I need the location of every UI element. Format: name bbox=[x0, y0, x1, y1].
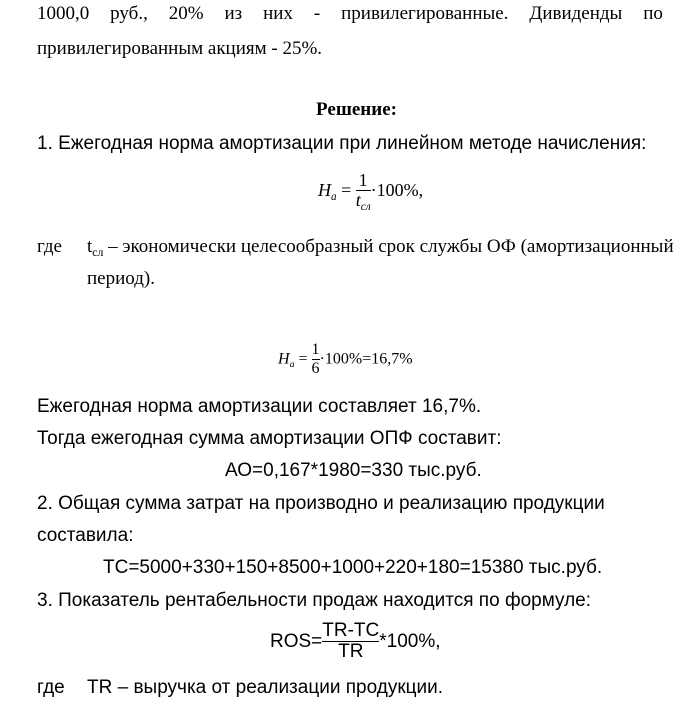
tc-formula: ТС=5000+330+150+8500+1000+220+180=15380 тыс.руб. bbox=[103, 557, 603, 578]
intro-word: Дивиденды bbox=[529, 3, 623, 24]
ros-fraction bbox=[322, 621, 379, 663]
formula1-rest: ·100%, bbox=[370, 180, 424, 201]
intro-word: - bbox=[313, 3, 321, 24]
step2-line-2: составила: bbox=[37, 525, 134, 546]
intro-word: привилегированные. bbox=[341, 3, 509, 24]
ros-lhs: ROS= bbox=[270, 631, 323, 653]
solution-heading: Решение: bbox=[316, 99, 397, 120]
formula1-fraction bbox=[356, 171, 371, 213]
step2-line-1: 2. Общая сумма затрат на производно и реализацию продукции bbox=[37, 493, 605, 514]
where1-text: – экономически целесообразный срок службы ОФ (амортизационный bbox=[103, 236, 674, 257]
formula2-lhs-sub: а bbox=[289, 358, 295, 370]
formula1-den-sub: сл bbox=[360, 200, 371, 213]
where1-continuation: период). bbox=[87, 268, 155, 289]
ros-rest: *100%, bbox=[379, 631, 441, 653]
ao-formula: АО=0,167*1980=330 тыс.руб. bbox=[225, 460, 482, 481]
formula-amortization-value bbox=[278, 342, 413, 378]
formula1-numerator: 1 bbox=[358, 170, 368, 190]
intro-word: по bbox=[643, 3, 663, 24]
where2-definition: TR – выручка от реализации продукции. bbox=[87, 677, 444, 698]
formula1-lhs-symbol: Н bbox=[318, 180, 331, 201]
where1-label: где bbox=[37, 236, 62, 257]
where1-definition bbox=[87, 236, 674, 260]
intro-word: 20% bbox=[168, 3, 204, 24]
formula1-equals: = bbox=[341, 180, 352, 201]
formula2-fraction bbox=[312, 342, 320, 378]
then-text: Тогда ежегодная сумма амортизации ОПФ составит: bbox=[37, 428, 502, 449]
formula2-lhs-symbol: Н bbox=[278, 350, 290, 368]
step3-text: 3. Показатель рентабельности продаж находится по формуле: bbox=[37, 590, 591, 611]
intro-word: из bbox=[224, 3, 243, 24]
formula2-denominator: 6 bbox=[311, 359, 320, 377]
formula1-lhs-sub: а bbox=[331, 191, 337, 204]
intro-line-2: привилегированным акциям - 25%. bbox=[37, 38, 323, 59]
formula2-rest: ·100%=16,7% bbox=[319, 350, 413, 368]
where1-symbol: t bbox=[87, 236, 93, 257]
formula1-den-symbol: t bbox=[355, 190, 361, 211]
where2-label: где bbox=[37, 677, 65, 698]
ros-numerator: TR-TC bbox=[322, 620, 380, 641]
intro-word: 1000,0 bbox=[37, 3, 90, 24]
formula2-equals: = bbox=[298, 350, 308, 368]
formula-ros bbox=[270, 621, 441, 663]
intro-word: них bbox=[263, 3, 293, 24]
intro-line-1 bbox=[37, 3, 663, 25]
step1-text: 1. Ежегодная норма амортизации при линейном методе начисления: bbox=[37, 133, 647, 154]
intro-word: руб., bbox=[110, 3, 148, 24]
ros-denominator: TR bbox=[338, 641, 364, 663]
result1-text: Ежегодная норма амортизации составляет 16,7%. bbox=[37, 396, 482, 417]
formula2-numerator: 1 bbox=[311, 341, 320, 358]
where1-sub: сл bbox=[92, 246, 104, 260]
formula-amortization-rate bbox=[318, 171, 423, 213]
